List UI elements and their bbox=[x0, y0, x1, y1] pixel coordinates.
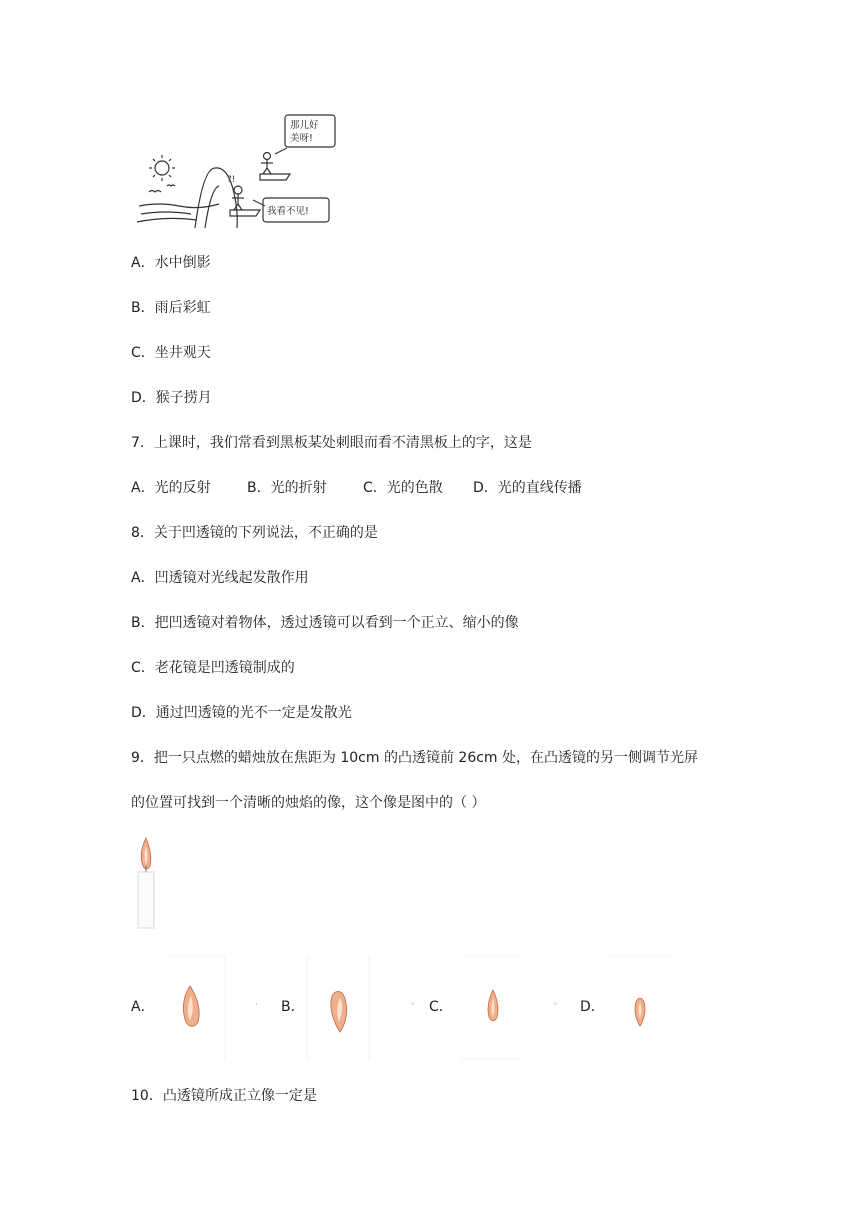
q6-option-a: A．水中倒影 bbox=[131, 255, 211, 271]
q8-stem: 8．关于凹透镜的下列说法，不正确的是 bbox=[131, 525, 378, 541]
candle-drawing bbox=[135, 836, 157, 930]
q8-option-c: C．老花镜是凹透镜制成的 bbox=[131, 660, 295, 676]
q7-option-c: C．光的色散 bbox=[363, 480, 443, 496]
q7-stem: 7．上课时，我们常看到黑板某处刺眼而看不清黑板上的字，这是 bbox=[131, 435, 532, 451]
bubble-bottom-text: 我看不见! bbox=[267, 206, 309, 217]
q9-option-d-label: D． bbox=[580, 999, 605, 1015]
q7-options bbox=[131, 478, 582, 498]
q9-option-c-image bbox=[460, 956, 524, 1060]
q9-option-a-label: A． bbox=[131, 999, 155, 1015]
q8-option-b: B．把凹透镜对着物体，透过透镜可以看到一个正立、缩小的像 bbox=[131, 615, 519, 631]
q7-option-b: B．光的折射 bbox=[247, 480, 327, 496]
q6-option-b: B．雨后彩虹 bbox=[131, 300, 211, 316]
q9-stem-line1: 9．把一只点燃的蜡烛放在焦距为 10cm 的凸透镜前 26cm 处，在凸透镜的另一侧调节光屏 bbox=[131, 750, 699, 766]
question-marks: ?! bbox=[227, 175, 236, 185]
bubble-top-line2: 美呀! bbox=[290, 133, 313, 144]
q6-option-c: C．坐井观天 bbox=[131, 345, 211, 361]
bubble-top-line1: 那儿好 bbox=[290, 120, 319, 131]
q9-option-b-label: B． bbox=[281, 999, 305, 1015]
q9-option-a-image bbox=[162, 956, 226, 1060]
q9-option-d-image bbox=[608, 956, 672, 1060]
q10-stem: 10．凸透镜所成正立像一定是 bbox=[131, 1088, 317, 1104]
well-scene-illustration bbox=[135, 110, 340, 232]
q9-option-b-image bbox=[306, 956, 370, 1060]
q9-separator-dot-2: ◦ bbox=[410, 1000, 416, 1010]
q9-separator-dot-3: ◦ bbox=[553, 1000, 559, 1010]
candle-image bbox=[135, 836, 157, 930]
q6-option-d: D．猴子捞月 bbox=[131, 390, 212, 406]
q7-option-d: D．光的直线传播 bbox=[473, 480, 582, 496]
q8-option-d: D．通过凹透镜的光不一定是发散光 bbox=[131, 705, 352, 721]
q8-option-a: A．凹透镜对光线起发散作用 bbox=[131, 570, 309, 586]
q9-option-c-label: C． bbox=[429, 999, 453, 1015]
q9-separator-dot-1: · bbox=[255, 1000, 258, 1010]
well-scene-drawing bbox=[135, 110, 340, 232]
q7-option-a: A．光的反射 bbox=[131, 480, 211, 496]
q9-stem-line2: 的位置可找到一个清晰的烛焰的像，这个像是图中的（ ） bbox=[131, 795, 486, 811]
